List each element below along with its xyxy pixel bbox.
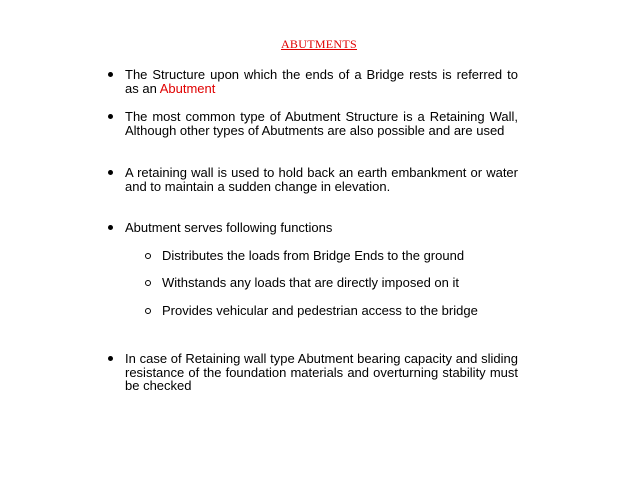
bullet-text: In case of Retaining wall type Abutment bearing capacity and sliding resistance of the foundation materials and overturning stability must be checked — [125, 351, 518, 394]
bullet-text: The most common type of Abutment Structure is a Retaining Wall, Although other types of Abutments are also possible and are used — [125, 109, 518, 138]
bullet-text — [125, 68, 518, 95]
bullet-item-2 — [108, 110, 518, 137]
sub-item-2 — [145, 276, 518, 290]
bullet-item-4 — [108, 221, 518, 235]
sub-item-3 — [145, 304, 518, 318]
bullet-text: A retaining wall is used to hold back an earth embankment or water and to maintain a sudden change in elevation. — [125, 165, 518, 194]
page-title: ABUTMENTS — [280, 37, 358, 51]
circle-bullet-icon — [145, 253, 151, 259]
bullet-dot-icon — [108, 170, 113, 175]
bullet-item-1 — [108, 68, 518, 95]
circle-bullet-icon — [145, 280, 151, 286]
circle-bullet-icon — [145, 308, 151, 314]
highlight-term: Abutment — [159, 80, 216, 96]
bullet-dot-icon — [108, 114, 113, 119]
bullet-dot-icon — [108, 356, 113, 361]
sub-item-text: Provides vehicular and pedestrian access to the bridge — [162, 303, 478, 318]
bullet-text: Abutment serves following functions — [125, 220, 333, 235]
bullet-dot-icon — [108, 72, 113, 77]
sub-item-text: Withstands any loads that are directly imposed on it — [162, 275, 459, 290]
sub-item-text: Distributes the loads from Bridge Ends to the ground — [162, 248, 465, 263]
sub-item-1 — [145, 249, 518, 263]
bullet-item-5 — [108, 352, 518, 393]
bullet-dot-icon — [108, 225, 113, 230]
bullet-text-pre: The Structure upon which the ends of a Bridge rests is referred to as an — [125, 67, 518, 96]
bullet-item-3 — [108, 166, 518, 193]
